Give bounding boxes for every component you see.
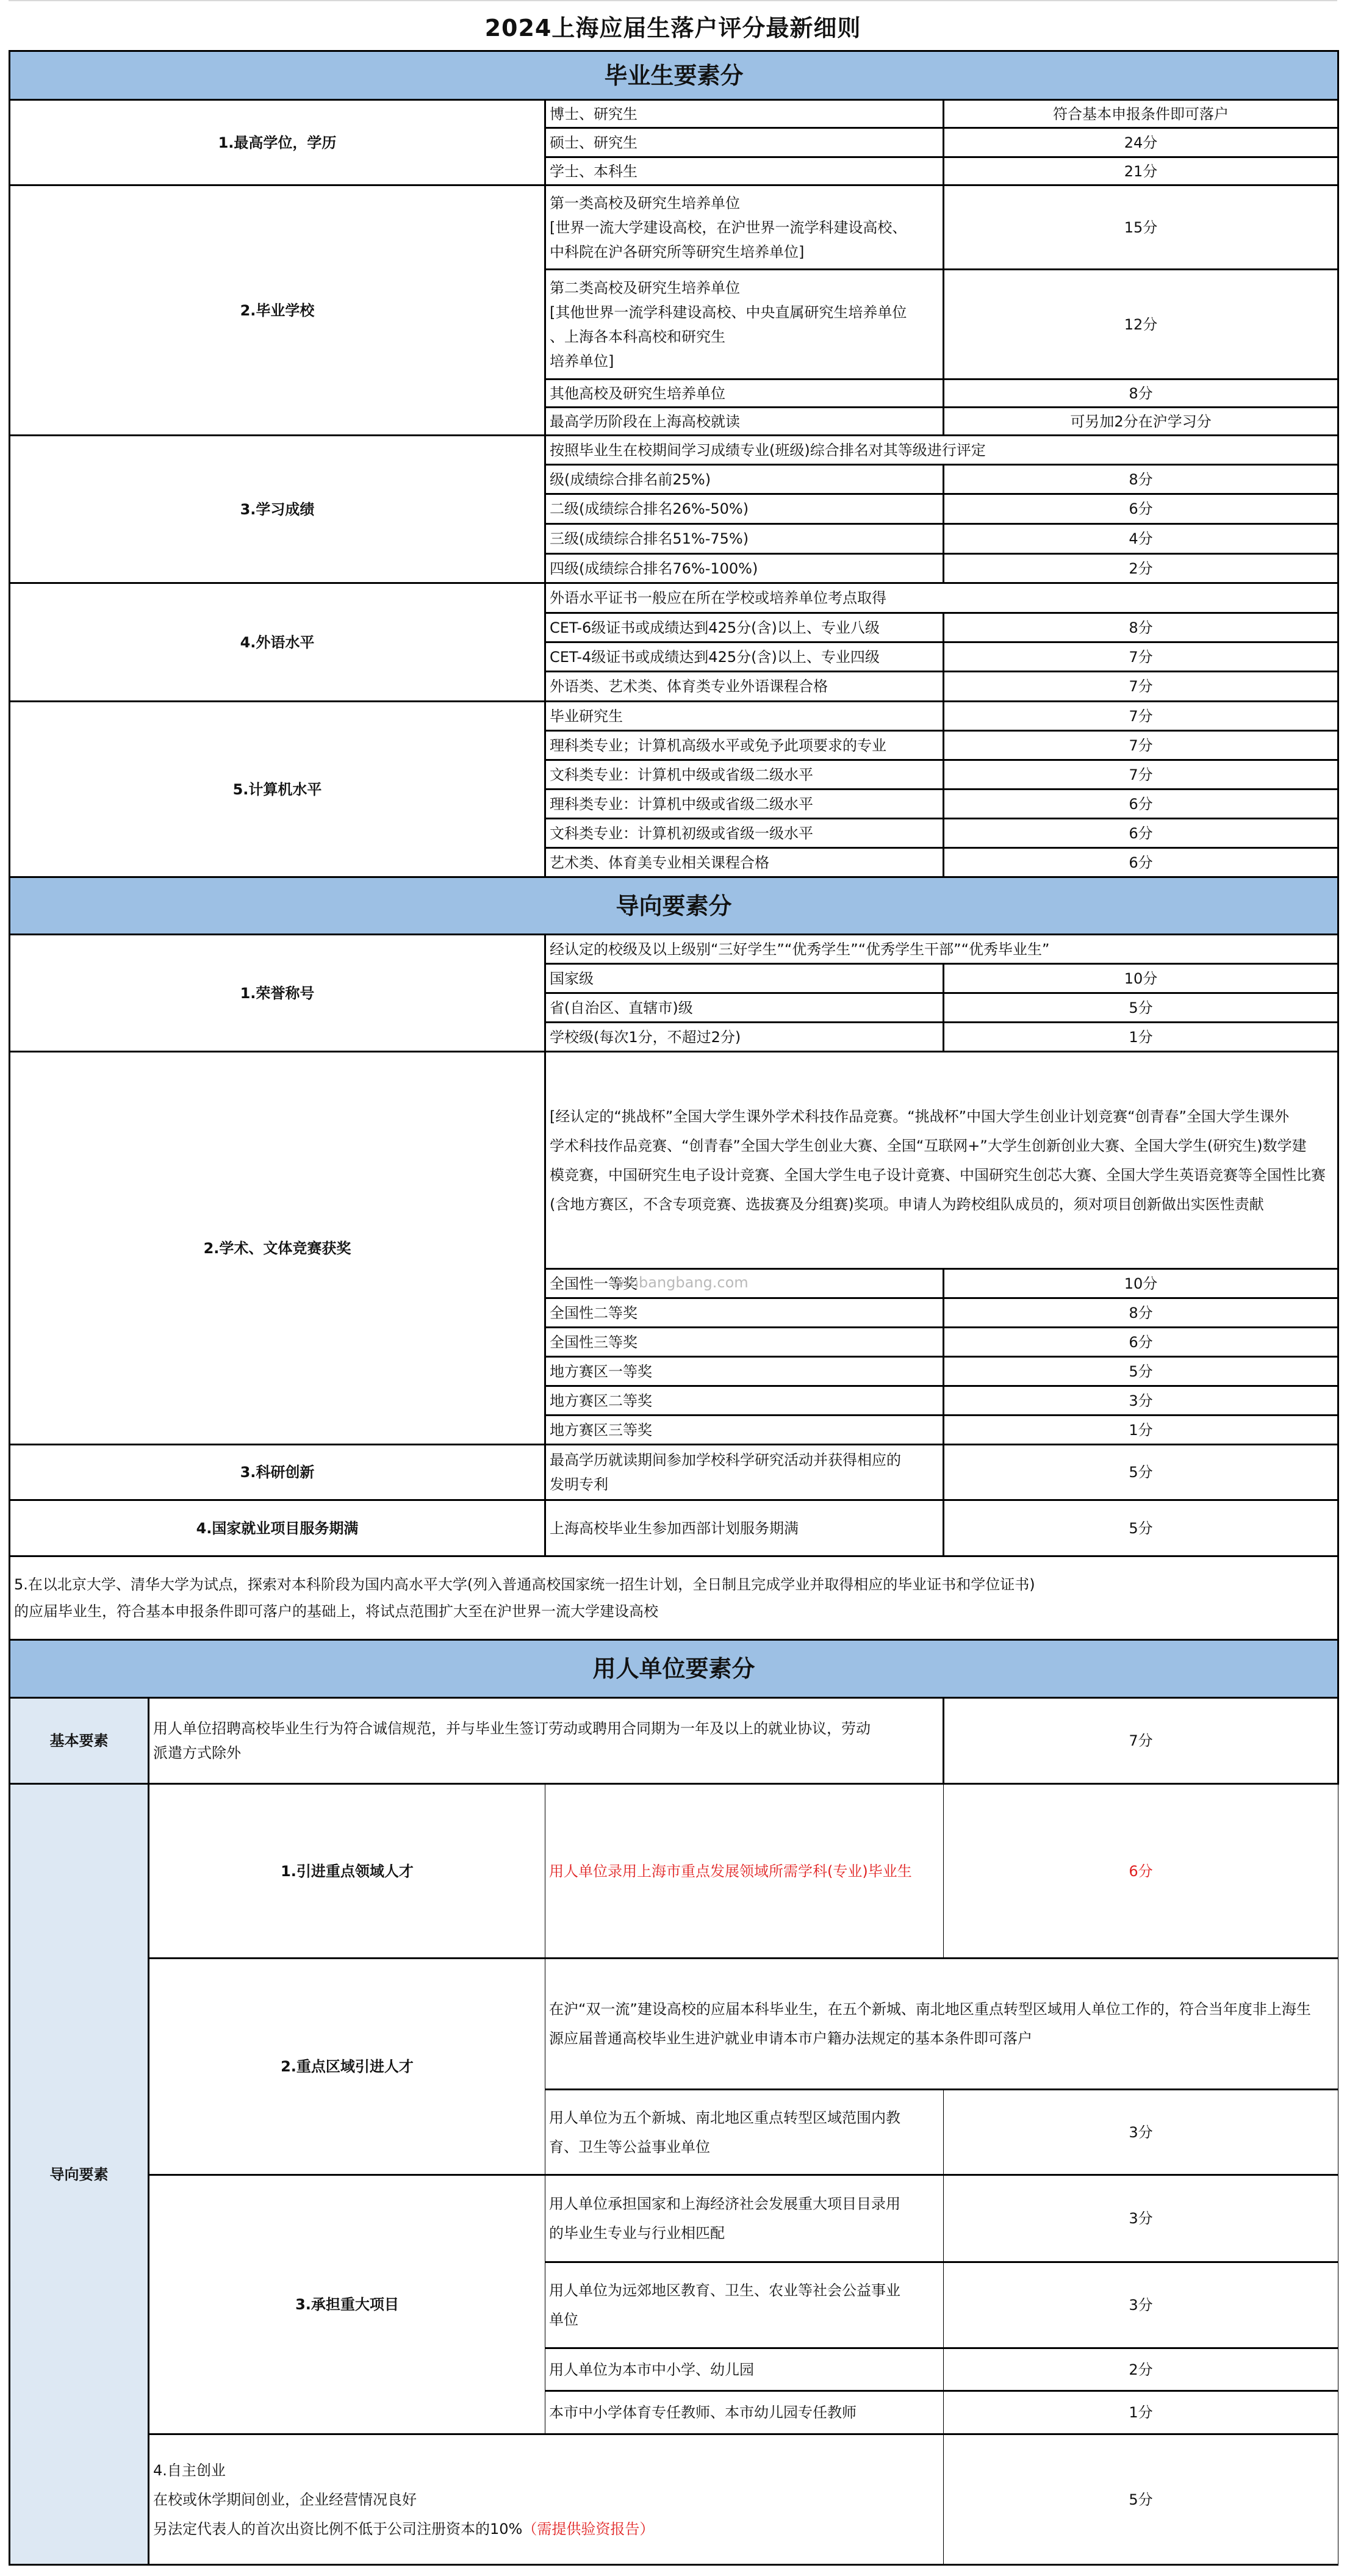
criteria-score: 3分 xyxy=(944,2175,1338,2262)
criteria-description: 理科类专业；计算机高级水平或免予此项要求的专业 xyxy=(545,731,944,760)
watermark: wmbangbang.com xyxy=(612,1274,749,1291)
criteria-intro: 外语水平证书一般应在所在学校或培养单位考点取得 xyxy=(545,583,1338,613)
criteria-description: 省(自治区、直辖市)级 xyxy=(545,993,944,1023)
criteria-score: 5分 xyxy=(944,1445,1338,1500)
criteria-score: 8分 xyxy=(944,613,1338,642)
page-title: 2024上海应届生落户评分最新细则 xyxy=(9,0,1337,50)
entrepreneurship-line: 在校或休学期间创业，企业经营情况良好 xyxy=(153,2491,417,2508)
criteria-score: 7分 xyxy=(944,642,1338,672)
criteria-score: 10分 xyxy=(944,1269,1338,1298)
category-label: 2.重点区域引进人才 xyxy=(149,1959,545,2175)
criteria-row xyxy=(10,1500,1338,1556)
criteria-score: 3分 xyxy=(944,2262,1338,2348)
criteria-description: 第二类高校及研究生培养单位 [其他世界一流学科建设高校、中央直属研究生培养单位 、上海各本科高校和研究生 培养单位] xyxy=(545,270,944,380)
criteria-description: 全国性三等奖 xyxy=(545,1328,944,1357)
criteria-score: 6分 xyxy=(944,1328,1338,1357)
criteria-intro: 按照毕业生在校期间学习成绩专业(班级)综合排名对其等级进行评定 xyxy=(545,436,1338,465)
category-label: 2.毕业学校 xyxy=(10,185,545,436)
criteria-description: 用人单位录用上海市重点发展领域所需学科(专业)毕业生 xyxy=(545,1784,944,1959)
criteria-score: 符合基本申报条件即可落户 xyxy=(944,100,1338,128)
criteria-score: 5分 xyxy=(944,1357,1338,1386)
criteria-description: 二级(成绩综合排名26%-50%) xyxy=(545,494,944,524)
criteria-description: 文科类专业：计算机中级或省级二级水平 xyxy=(545,760,944,790)
criteria-intro: 在沪“双一流”建设高校的应届本科毕业生，在五个新城、南北地区重点转型区域用人单位工作的，符合当年度非上海生 源应届普通高校毕业生进沪就业申请本市户籍办法规定的基本条件即可落户 xyxy=(545,1959,1338,2090)
criteria-score: 2分 xyxy=(944,554,1338,583)
criteria-description: 学校级(每次1分，不超过2分) xyxy=(545,1023,944,1052)
category-label: 3.学习成绩 xyxy=(10,436,545,583)
criteria-score: 3分 xyxy=(944,2090,1338,2175)
criteria-description: 地方赛区三等奖 xyxy=(545,1416,944,1445)
category-label: 1.最高学位，学历 xyxy=(10,100,545,185)
pilot-note: 5.在以北京大学、清华大学为试点，探索对本科阶段为国内高水平大学(列入普通高校国家统一招生计划，全日制且完成学业并取得相应的毕业证书和学位证书) 的应届毕业生，符合基本申报条件即可落户的基础上，将试点范围扩大至在沪世界一流大学建设高校 xyxy=(10,1556,1338,1640)
section-header-employer xyxy=(10,1640,1338,1698)
criteria-intro-row xyxy=(10,1052,1338,1269)
criteria-score: 6分 xyxy=(944,1784,1338,1959)
criteria-score: 8分 xyxy=(944,465,1338,494)
criteria-description: 外语类、艺术类、体育类专业外语课程合格 xyxy=(545,672,944,702)
section-header-guidance xyxy=(10,877,1338,935)
entrepreneurship-line: 4.自主创业 xyxy=(153,2461,226,2479)
criteria-row xyxy=(10,2175,1338,2262)
criteria-row xyxy=(10,702,1338,731)
entrepreneurship-line xyxy=(153,2514,939,2544)
section-header: 用人单位要素分 xyxy=(10,1640,1338,1698)
criteria-score: 7分 xyxy=(944,672,1338,702)
capital-report-note: （需提供验资报告） xyxy=(522,2520,655,2538)
category-label: 4.外语水平 xyxy=(10,583,545,702)
section-header: 导向要素分 xyxy=(10,877,1338,935)
section-header-graduate xyxy=(10,51,1338,100)
criteria-score: 7分 xyxy=(944,731,1338,760)
criteria-description: 全国性一等奖 xyxy=(545,1269,944,1298)
criteria-score: 15分 xyxy=(944,185,1338,270)
basic-element-row xyxy=(10,1698,1338,1784)
criteria-row xyxy=(10,185,1338,270)
criteria-intro: 经认定的校级及以上级别“三好学生”“优秀学生”“优秀学生干部”“优秀毕业生” xyxy=(545,935,1338,964)
category-label: 3.承担重大项目 xyxy=(149,2175,545,2434)
pilot-note-row xyxy=(10,1556,1338,1640)
category-label: 1.荣誉称号 xyxy=(10,935,545,1052)
entrepreneurship-description xyxy=(149,2434,944,2565)
criteria-score: 5分 xyxy=(944,1500,1338,1556)
criteria-score: 12分 xyxy=(944,270,1338,380)
criteria-score: 1分 xyxy=(944,1023,1338,1052)
criteria-description: 文科类专业：计算机初级或省级一级水平 xyxy=(545,819,944,848)
category-label: 1.引进重点领域人才 xyxy=(149,1784,545,1959)
criteria-score: 6分 xyxy=(944,790,1338,819)
section-header: 毕业生要素分 xyxy=(10,51,1338,100)
basic-element-description: 用人单位招聘高校毕业生行为符合诚信规范，并与毕业生签订劳动或聘用合同期为一年及以上的就业协议，劳动 派遣方式除外 xyxy=(149,1698,944,1784)
criteria-intro: [经认定的“挑战杯”全国大学生课外学术科技作品竞赛。“挑战杯”中国大学生创业计划竞赛“创青春”全国大学生课外 学术科技作品竞赛、“创青春”全国大学生创业大赛、全国“互联网+”大学生创新创业大赛、全国大学生(研究生)数学建 模竞赛，中国研究生电子设计竞赛、全国大学生电子设计竟赛、中国研究生创芯大赛、全国大学生英语竞赛等全国性比赛 (含地方赛区，不含专项竞赛、选拔赛及分组赛)奖项。申请人为跨校组队成员的，须对项目创新做出实医性责献 xyxy=(545,1052,1338,1269)
category-label: 3.科研创新 xyxy=(10,1445,545,1500)
category-label: 5.计算机水平 xyxy=(10,702,545,877)
criteria-description: 用人单位为五个新城、南北地区重点转型区域范围内教 育、卫生等公益事业单位 xyxy=(545,2090,944,2175)
criteria-score: 6分 xyxy=(944,848,1338,877)
criteria-score: 7分 xyxy=(944,702,1338,731)
criteria-description: 地方赛区二等奖 xyxy=(545,1386,944,1416)
basic-element-score: 7分 xyxy=(944,1698,1338,1784)
criteria-description: 硕士、研究生 xyxy=(545,128,944,157)
criteria-description: 上海高校毕业生参加西部计划服务期满 xyxy=(545,1500,944,1556)
criteria-description: 用人单位为本市中小学、幼儿园 xyxy=(545,2348,944,2391)
criteria-description: 理科类专业：计算机中级或省级二级水平 xyxy=(545,790,944,819)
criteria-score: 21分 xyxy=(944,157,1338,185)
criteria-description: 本市中小学体育专任教师、本市幼儿园专任教师 xyxy=(545,2391,944,2434)
category-label: 4.国家就业项目服务期满 xyxy=(10,1500,545,1556)
criteria-row xyxy=(10,1784,1338,1959)
criteria-intro-row xyxy=(10,583,1338,613)
criteria-description: 全国性二等奖 xyxy=(545,1298,944,1328)
criteria-description: 四级(成绩综合排名76%-100%) xyxy=(545,554,944,583)
score-table xyxy=(9,50,1339,2566)
criteria-score: 1分 xyxy=(944,1416,1338,1445)
category-label: 2.学术、文体竞赛获奖 xyxy=(10,1052,545,1445)
criteria-score: 4分 xyxy=(944,524,1338,554)
criteria-description: 学士、本科生 xyxy=(545,157,944,185)
criteria-score: 5分 xyxy=(944,2434,1338,2565)
criteria-description: 三级(成绩综合排名51%-75%) xyxy=(545,524,944,554)
criteria-description: 地方赛区一等奖 xyxy=(545,1357,944,1386)
criteria-score: 2分 xyxy=(944,2348,1338,2391)
guidance-element-label: 导向要素 xyxy=(10,1784,149,2565)
criteria-description: CET-6级证书或成绩达到425分(含)以上、专业八级 xyxy=(545,613,944,642)
criteria-intro-row xyxy=(10,436,1338,465)
criteria-score: 6分 xyxy=(944,494,1338,524)
criteria-score: 可另加2分在沪学习分 xyxy=(944,408,1338,436)
score-sheet xyxy=(9,0,1337,2566)
criteria-score: 1分 xyxy=(944,2391,1338,2434)
criteria-score: 8分 xyxy=(944,1298,1338,1328)
criteria-description: 第一类高校及研究生培养单位 [世界一流大学建设高校，在沪世界一流学科建设高校、 中科院在沪各研究所等研究生培养单位] xyxy=(545,185,944,270)
basic-element-label: 基本要素 xyxy=(10,1698,149,1784)
criteria-description: 其他高校及研究生培养单位 xyxy=(545,380,944,408)
criteria-row xyxy=(10,1445,1338,1500)
criteria-score: 8分 xyxy=(944,380,1338,408)
criteria-description: 最高学历阶段在上海高校就读 xyxy=(545,408,944,436)
criteria-score: 6分 xyxy=(944,819,1338,848)
criteria-description: 毕业研究生 xyxy=(545,702,944,731)
criteria-description: 国家级 xyxy=(545,964,944,993)
criteria-score: 10分 xyxy=(944,964,1338,993)
criteria-intro-row xyxy=(10,935,1338,964)
criteria-description: 最高学历就读期间参加学校科学研究活动并获得相应的 发明专利 xyxy=(545,1445,944,1500)
entrepreneurship-line-text: 另法定代表人的首次出资比例不低于公司注册资本的10% xyxy=(153,2520,523,2538)
criteria-description: 艺术类、体育美专业相关课程合格 xyxy=(545,848,944,877)
criteria-description: 用人单位承担国家和上海经济社会发展重大项目目录用 的毕业生专业与行业相匹配 xyxy=(545,2175,944,2262)
criteria-description: CET-4级证书或成绩达到425分(含)以上、专业四级 xyxy=(545,642,944,672)
criteria-description: 级(成绩综合排名前25%) xyxy=(545,465,944,494)
criteria-row-entrepreneurship xyxy=(10,2434,1338,2565)
criteria-description: 用人单位为远郊地区教育、卫生、农业等社会公益事业 单位 xyxy=(545,2262,944,2348)
criteria-description: 博士、研究生 xyxy=(545,100,944,128)
criteria-score: 7分 xyxy=(944,760,1338,790)
criteria-row xyxy=(10,100,1338,128)
criteria-score: 24分 xyxy=(944,128,1338,157)
criteria-score: 5分 xyxy=(944,993,1338,1023)
criteria-intro-row xyxy=(10,1959,1338,2090)
criteria-score: 3分 xyxy=(944,1386,1338,1416)
